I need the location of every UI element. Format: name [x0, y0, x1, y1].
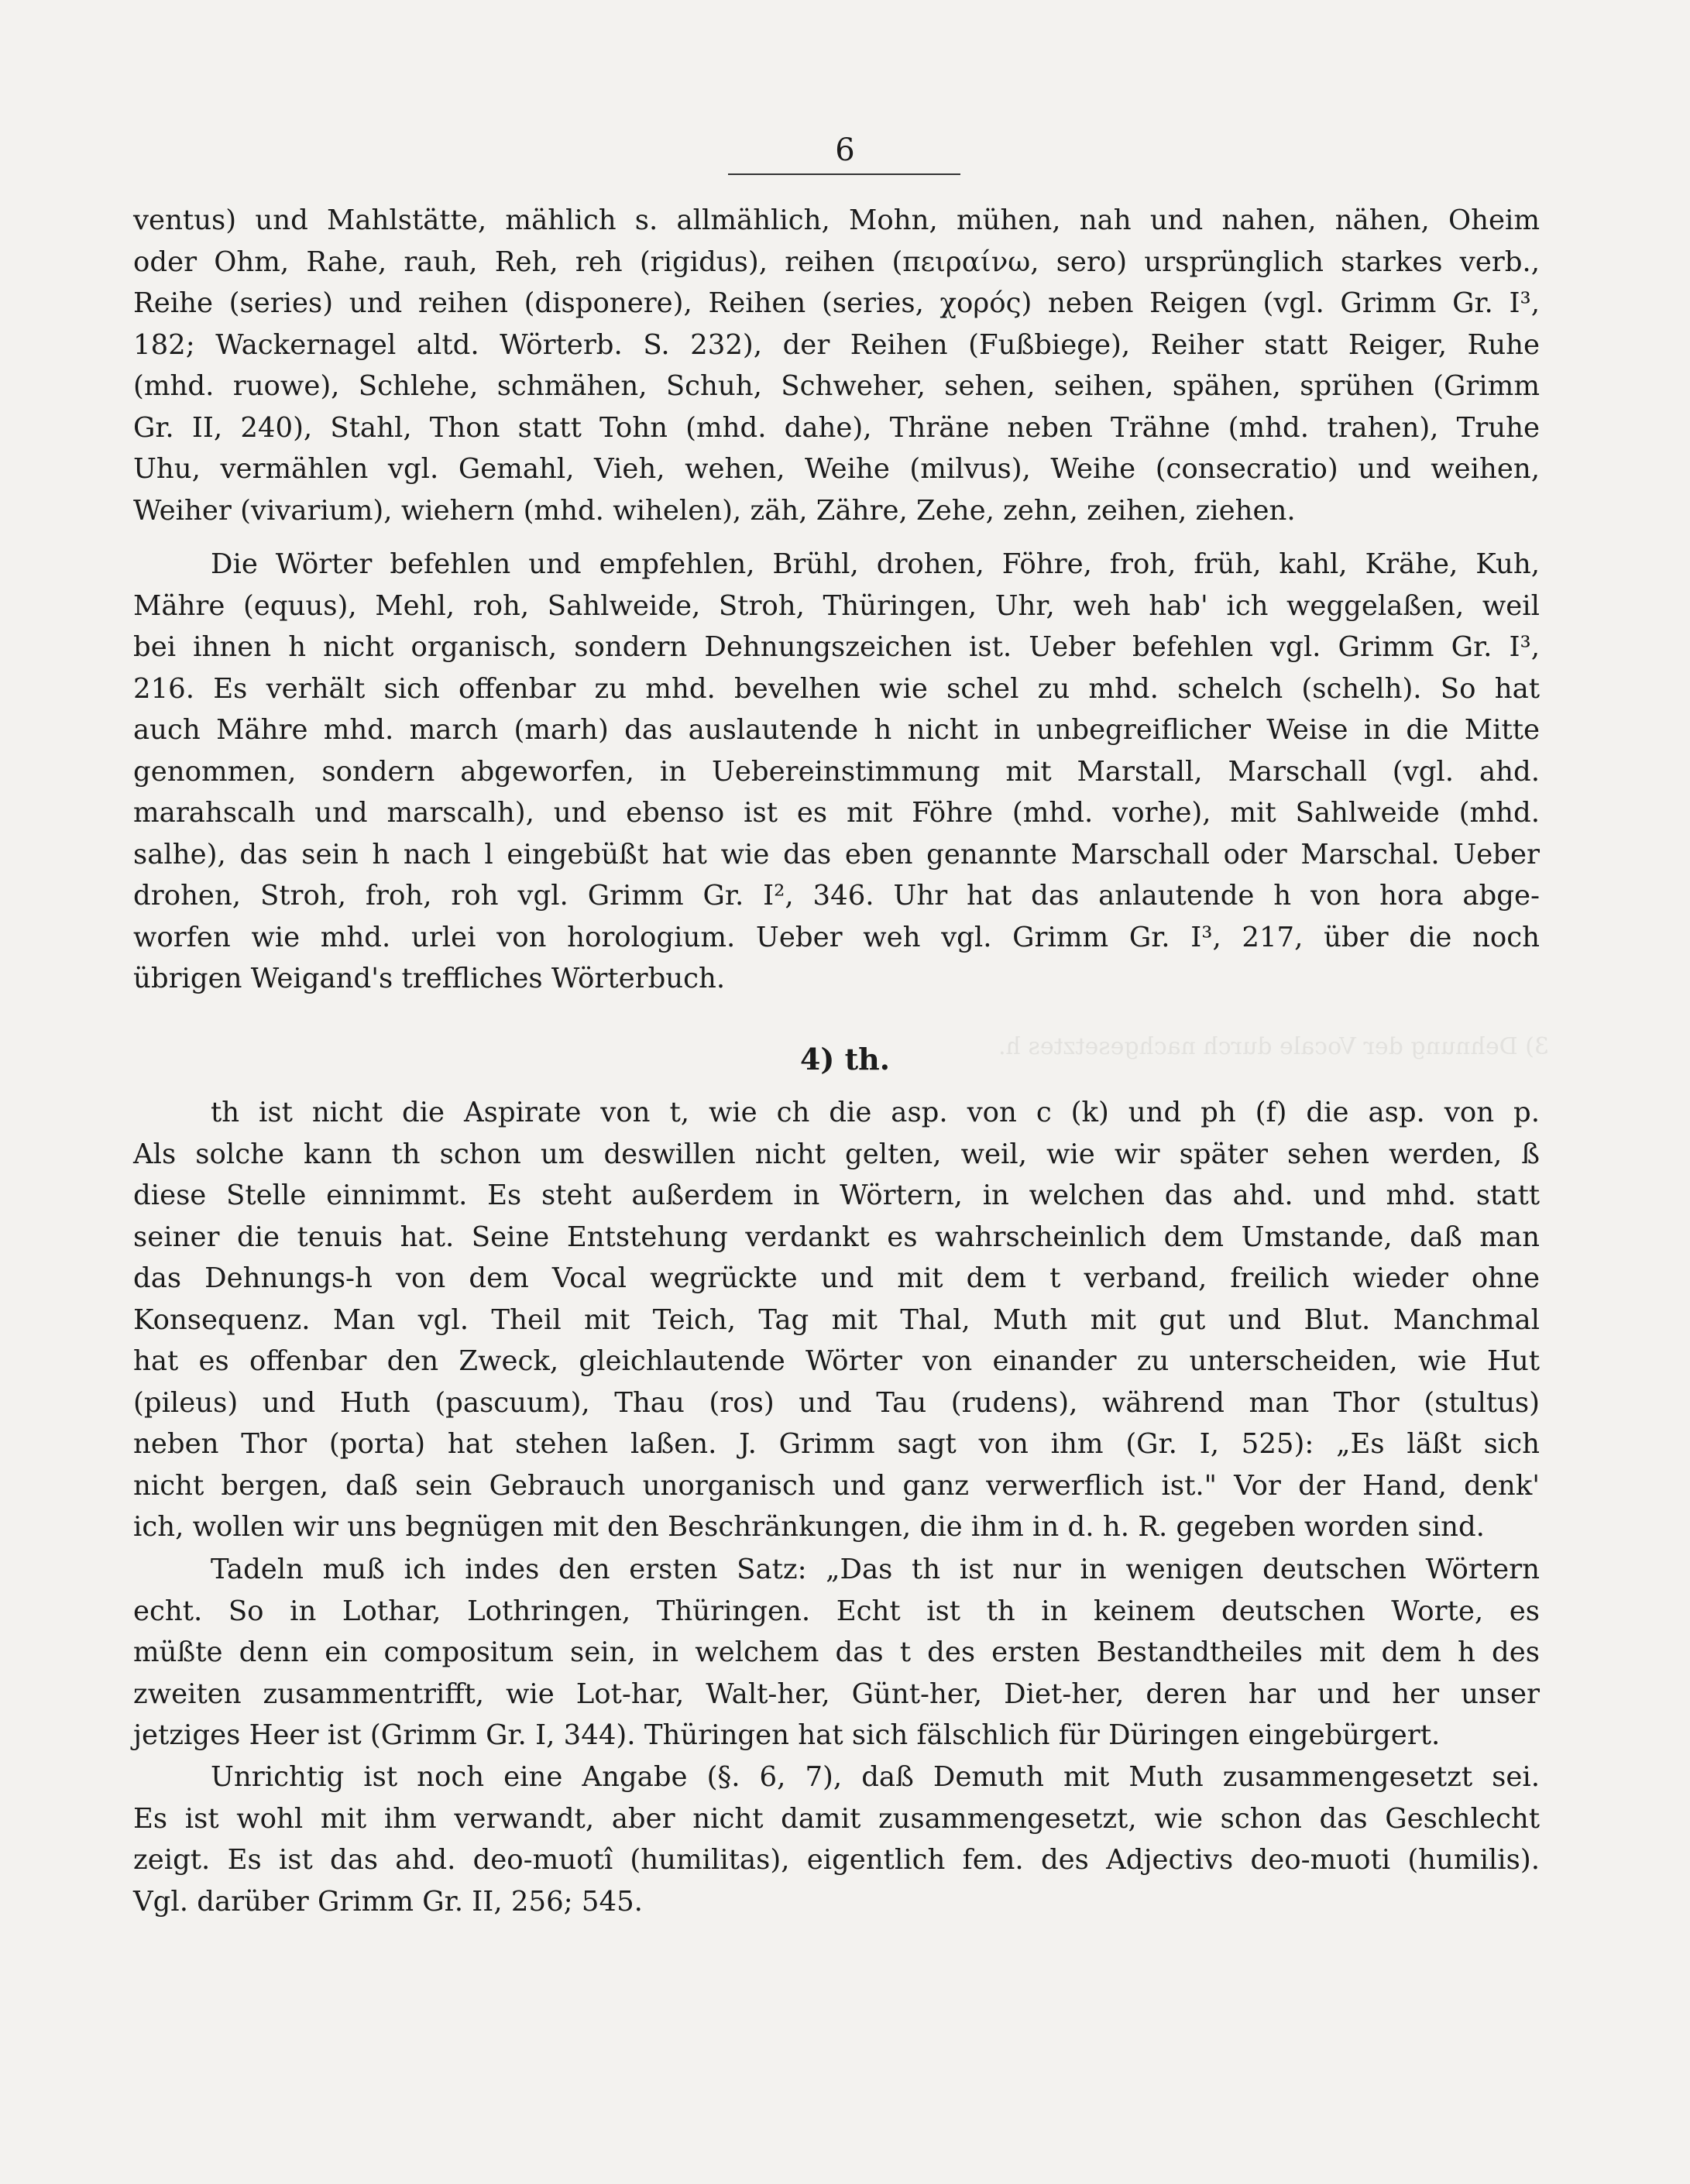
text-line: drohen, Stroh, froh, roh vgl. Grimm Gr. I², 346. Uhr hat das anlautende h von hora abge- — [133, 880, 1540, 912]
text-line: zeigt. Es ist das ahd. deo-muotî (humilitas), eigentlich fem. des Adjectivs deo-muoti (humilis). — [133, 1844, 1540, 1876]
text-line: worfen wie mhd. urlei von horologium. Ueber weh vgl. Grimm Gr. I³, 217, über die noch — [133, 921, 1540, 953]
text-line: Weiher (vivarium), wiehern (mhd. wihelen), zäh, Zähre, Zehe, zehn, zeihen, ziehen. — [133, 494, 1296, 527]
paragraph-4-lines — [133, 1549, 1540, 1756]
text-line: auch Mähre mhd. march (marh) das auslautende h nicht in unbegreiflicher Weise in die Mitte — [133, 714, 1540, 746]
paragraph-5 — [133, 1756, 1540, 1922]
text-line: salhe), das sein h nach l eingebüßt hat wie das eben genannte Marschall oder Marschal. Ueber — [133, 838, 1540, 871]
text-line: hat es offenbar den Zweck, gleichlautende Wörter von einander zu unterscheiden, wie Hut — [133, 1345, 1540, 1377]
paragraph-2-lines — [133, 544, 1540, 1000]
text-line: seiner die tenuis hat. Seine Entstehung verdankt es wahrscheinlich dem Umstande, daß man — [133, 1221, 1540, 1253]
text-line: Konsequenz. Man vgl. Theil mit Teich, Tag mit Thal, Muth mit gut und Blut. Manchmal — [133, 1303, 1540, 1336]
paragraph-3-lines — [133, 1092, 1540, 1548]
text-line: oder Ohm, Rahe, rauh, Reh, reh (rigidus), reihen (πειραίνω, sero) ursprünglich starkes verb., — [133, 246, 1540, 278]
text-line: Die Wörter befehlen und empfehlen, Brühl, drohen, Föhre, froh, früh, kahl, Krähe, Kuh, — [211, 548, 1540, 580]
text-line: übrigen Weigand's treffliches Wörterbuch. — [133, 963, 726, 994]
paragraph-4 — [133, 1549, 1540, 1756]
text-line: Als solche kann th schon um deswillen nicht gelten, weil, wie wir später sehen werden, ß — [133, 1138, 1540, 1170]
text-line: ventus) und Mahlstätte, mählich s. allmählich, Mohn, mühen, nah und nahen, nähen, Oheim — [133, 204, 1540, 236]
text-line: das Dehnungs-h von dem Vocal wegrückte und mit dem t verband, freilich wieder ohne — [133, 1262, 1540, 1294]
paragraph-5-lines — [133, 1756, 1540, 1922]
text-line: zweiten zusammentrifft, wie Lot-har, Walt-her, Günt-her, Diet-her, deren har und her unser — [133, 1677, 1540, 1710]
text-line: Unrichtig ist noch eine Angabe (§. 6, 7), daß Demuth mit Muth zusammengesetzt sei. — [211, 1761, 1540, 1793]
paragraph-1-lines — [133, 200, 1540, 531]
text-line: Vgl. darüber Grimm Gr. II, 256; 545. — [133, 1885, 643, 1918]
text-line: 216. Es verhält sich offenbar zu mhd. bevelhen wie schel zu mhd. schelch (schelh). So hat — [133, 672, 1540, 705]
text-line: bei ihnen h nicht organisch, sondern Dehnungszeichen ist. Ueber befehlen vgl. Grimm Gr. I³, — [133, 631, 1540, 663]
text-line: (pileus) und Huth (pascuum), Thau (ros) und Tau (rudens), während man Thor (stultus) — [133, 1386, 1540, 1419]
text-line: (mhd. ruowe), Schlehe, schmähen, Schuh, Schweher, sehen, seihen, spähen, sprühen (Grimm — [133, 370, 1540, 402]
text-line: Uhu, vermählen vgl. Gemahl, Vieh, wehen, Weihe (milvus), Weihe (consecratio) und weihen, — [133, 453, 1540, 485]
text-line: diese Stelle einnimmt. Es steht außerdem in Wörtern, in welchen das ahd. und mhd. statt — [133, 1180, 1540, 1211]
text-line: ich, wollen wir uns begnügen mit den Beschränkungen, die ihm in d. h. R. gegeben worden sind. — [133, 1511, 1485, 1543]
text-line: genommen, sondern abgeworfen, in Uebereinstimmung mit Marstall, Marschall (vgl. ahd. — [133, 755, 1540, 788]
text-line: jetziges Heer ist (Grimm Gr. I, 344). Thüringen hat sich fälschlich für Düringen eingebürgert. — [133, 1719, 1441, 1751]
page-number-rule — [728, 173, 960, 175]
text-line: Tadeln muß ich indes den ersten Satz: „Das th ist nur in wenigen deutschen Wörtern — [211, 1554, 1540, 1585]
text-line: Es ist wohl mit ihm verwandt, aber nicht damit zusammengesetzt, wie schon das Geschlecht — [133, 1802, 1540, 1835]
text-line: Gr. II, 240), Stahl, Thon statt Tohn (mhd. dahe), Thräne neben Trähne (mhd. trahen), Truhe — [133, 411, 1540, 444]
text-line: echt. So in Lothar, Lothringen, Thüringen. Echt ist th in keinem deutschen Worte, es — [133, 1595, 1540, 1627]
page-number: 6 — [835, 132, 855, 168]
paragraph-1 — [133, 200, 1540, 531]
bleed-through-heading: 3) Dehnung der Vocale durch nachgesetztes h. — [998, 1033, 1549, 1060]
text-line: marahscalh und marscalh), und ebenso ist es mit Föhre (mhd. vorhe), mit Sahlweide (mhd. — [133, 797, 1540, 829]
text-line: nicht bergen, daß sein Gebrauch unorganisch und ganz verwerflich ist." Vor der Hand, denk' — [133, 1469, 1540, 1502]
text-line: müßte denn ein compositum sein, in welchem das t des ersten Bestandtheiles mit dem h des — [133, 1636, 1540, 1668]
text-line: neben Thor (porta) hat stehen laßen. J. Grimm sagt von ihm (Gr. I, 525): „Es läßt sich — [133, 1428, 1540, 1460]
text-line: th ist nicht die Aspirate von t, wie ch die asp. von c (k) und ph (f) die asp. von p. — [211, 1097, 1540, 1128]
text-line: Mähre (equus), Mehl, roh, Sahlweide, Stroh, Thüringen, Uhr, weh hab' ich weggelaßen, weil — [133, 589, 1540, 622]
paragraph-3 — [133, 1092, 1540, 1548]
section-heading: 4) th. — [799, 1042, 891, 1077]
paragraph-2 — [133, 544, 1540, 1000]
text-line: Reihe (series) und reihen (disponere), Reihen (series, χορός) neben Reigen (vgl. Grimm Gr. I³, — [133, 287, 1540, 319]
text-line: 182; Wackernagel altd. Wörterb. S. 232), der Reihen (Fußbiege), Reiher statt Reiger, Ruhe — [133, 328, 1540, 361]
